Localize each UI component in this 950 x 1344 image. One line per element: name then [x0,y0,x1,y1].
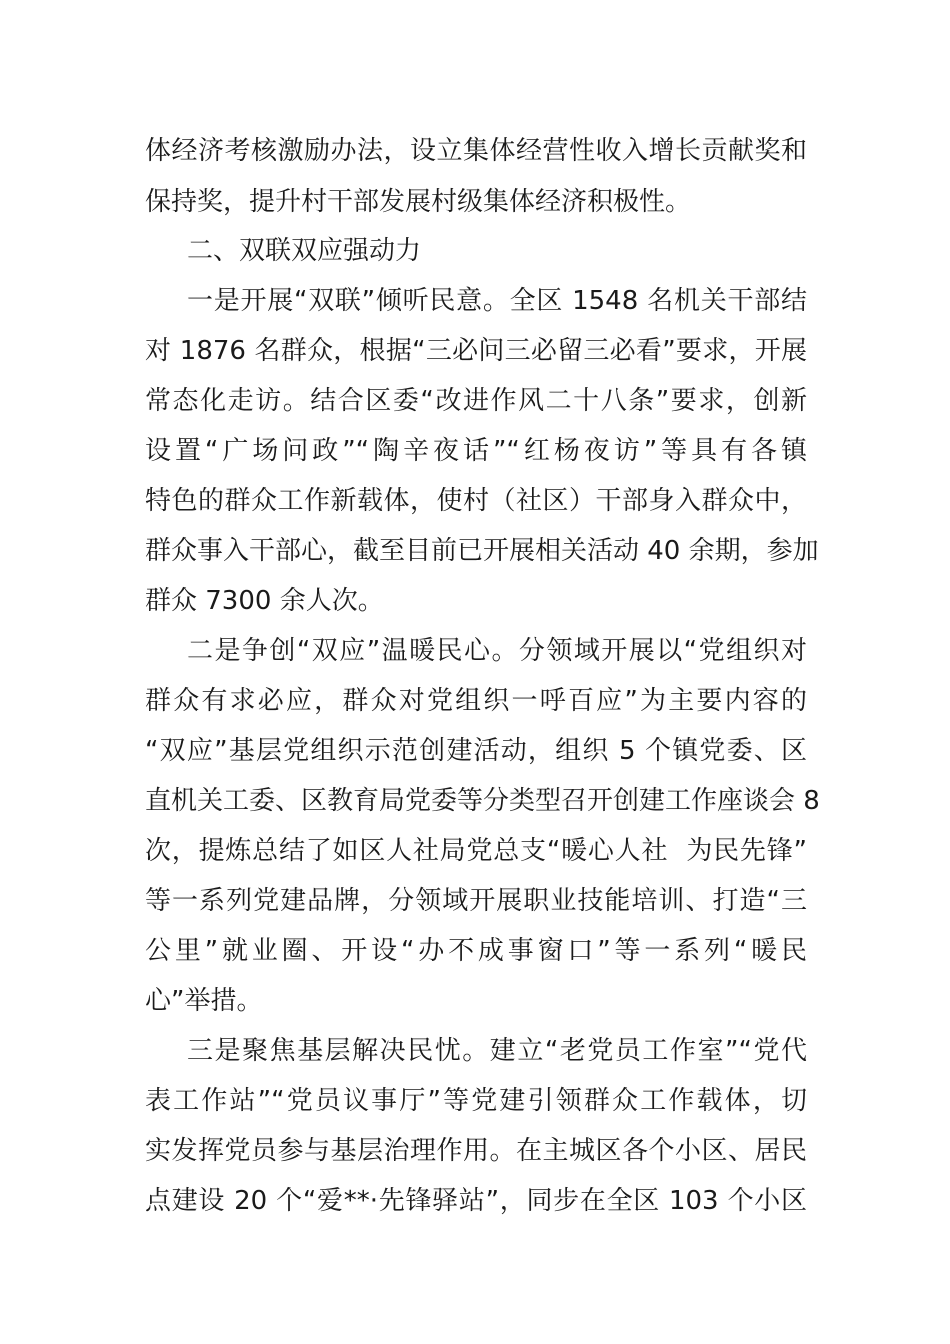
text-line: 设置“广场问政”“陶辛夜话”“红杨夜访”等具有各镇 [145,436,807,466]
text-line: 对 1876 名群众，根据“三必问三必留三必看”要求，开展 [145,336,807,366]
text-line: 次，提炼总结了如区人社局党总支“暖心人社 为民先锋” [145,836,807,866]
text-line: 点建设 20 个“爱**·先锋驿站”，同步在全区 103 个小区 [145,1186,807,1216]
text-line: 特色的群众工作新载体，使村（社区）干部身入群众中， [145,486,807,516]
text-line: 体经济考核激励办法，设立集体经营性收入增长贡献奖和 [145,136,807,166]
text-line: 二是争创“双应”温暖民心。分领域开展以“党组织对 [187,636,807,666]
text-line: “双应”基层党组织示范创建活动，组织 5 个镇党委、区 [145,736,807,766]
text-line: 表工作站”“党员议事厅”等党建引领群众工作载体，切 [145,1086,807,1116]
text-line: 实发挥党员参与基层治理作用。在主城区各个小区、居民 [145,1136,807,1166]
text-line: 直机关工委、区教育局党委等分类型召开创建工作座谈会 8 [145,786,820,816]
text-line: 常态化走访。结合区委“改进作风二十八条”要求，创新 [145,386,807,416]
text-line: 等一系列党建品牌，分领域开展职业技能培训、打造“三 [145,886,807,916]
text-line: 三是聚焦基层解决民忧。建立“老党员工作室”“党代 [187,1036,807,1066]
text-line: 一是开展“双联”倾听民意。全区 1548 名机关干部结 [187,286,807,316]
text-line: 群众 7300 余人次。 [145,586,384,616]
text-line: 公里”就业圈、开设“办不成事窗口”等一系列“暖民 [145,936,807,966]
text-line: 保持奖，提升村干部发展村级集体经济积极性。 [145,187,692,217]
text-line: 心”举措。 [145,986,263,1016]
text-line: 群众事入干部心，截至目前已开展相关活动 40 余期，参加 [145,536,819,566]
text-line: 群众有求必应，群众对党组织一呼百应”为主要内容的 [145,686,807,716]
section-heading: 二、双联双应强动力 [187,236,422,266]
